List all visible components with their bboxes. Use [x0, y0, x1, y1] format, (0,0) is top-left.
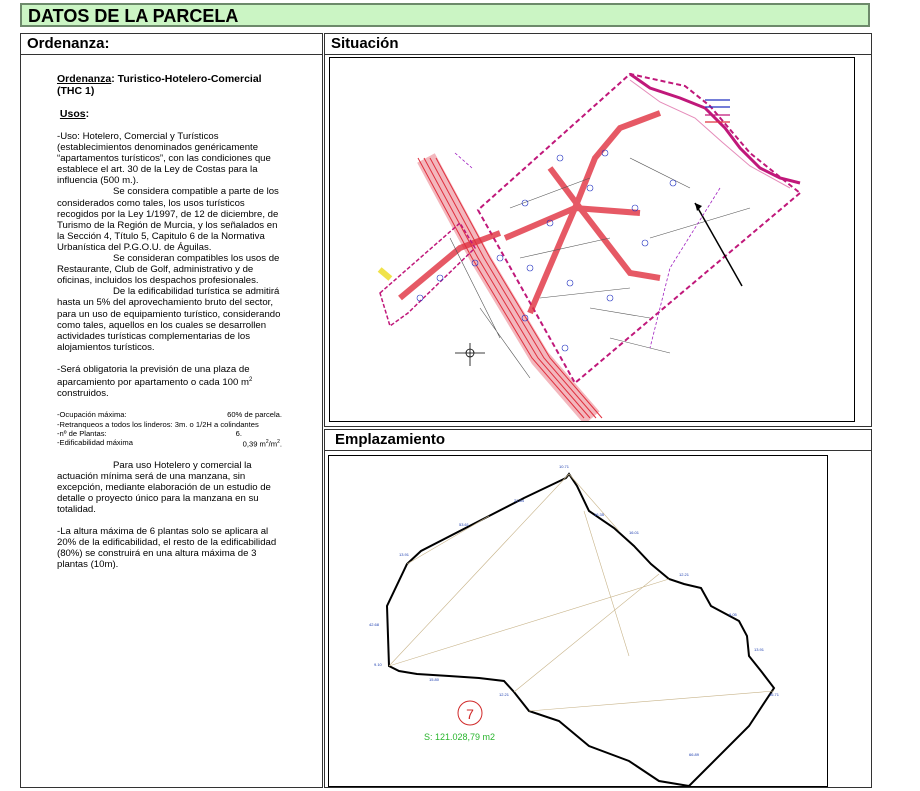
- compatibles-paragraph: Se consideran compatibles los usos de Restaurante, Club de Golf, administrativo y de oficinas, incluidos los despachos profesionales.: [57, 253, 280, 287]
- emplazamiento-map: [328, 455, 828, 787]
- svg-text:12.21: 12.21: [679, 572, 690, 577]
- situacion-plan-drawing: [330, 58, 854, 421]
- edificabilidad-value: [243, 438, 282, 449]
- aparcamiento-text: -Será obligatoria la previsión de una plaza de aparcamiento por apartamento o cada 100 m: [57, 363, 250, 389]
- svg-text:66.89: 66.89: [689, 752, 700, 757]
- surface-label: S: 121.028,79 m2: [424, 732, 496, 742]
- svg-text:8.05: 8.05: [729, 612, 737, 617]
- edificabilidad-label: -Edificabilidad máxima: [57, 437, 133, 447]
- edif-num: 0,39 m: [242, 439, 266, 449]
- svg-text:13.91: 13.91: [399, 552, 410, 557]
- usos-colon: :: [85, 108, 90, 120]
- svg-text:16.71: 16.71: [769, 692, 780, 697]
- compass-symbol: [455, 343, 485, 366]
- edif-sup1: 2: [265, 438, 269, 445]
- edificabilidad-paragraph: De la edificabilidad turística se admitirá hasta un 5% del aprovechamiento bruto del sector, para un uso de equipamiento turístico, considerando como tales, aquellos en los cuales se desarrollen actividades turísticas complementarias de los alojamientos turísticos.: [57, 286, 281, 353]
- header-bar: [20, 3, 870, 27]
- edif-end: .: [279, 439, 282, 449]
- ordenanza-value: : Turistico-Hotelero-Comercial (THC 1): [57, 73, 262, 97]
- emplazamiento-title: Emplazamiento: [335, 431, 446, 448]
- svg-text:16.35: 16.35: [594, 512, 605, 517]
- usos-label: Usos: [59, 108, 86, 120]
- svg-text:15.80: 15.80: [429, 677, 440, 682]
- coastline: [630, 74, 800, 183]
- ordenanza-name: [57, 73, 282, 97]
- usos-title: [57, 108, 282, 120]
- parcel-number: 7: [466, 706, 474, 722]
- svg-text:9.10: 9.10: [374, 662, 382, 667]
- page-title: DATOS DE LA PARCELA: [28, 6, 239, 26]
- retranqueos-text: -Retranqueos a todos los linderos: 3m. o 1/2H a colindantes: [57, 419, 259, 429]
- svg-text:21.64: 21.64: [514, 498, 525, 503]
- ordenanza-header: [20, 33, 323, 55]
- aparcamiento-paragraph: [57, 364, 282, 399]
- hotelero-paragraph: Para uso Hotelero y comercial la actuación mínima será de una manzana, sin excepción, mediante elaboración de un estudio de detalle o proyecto único para la manzana en su totalidad.: [57, 459, 271, 516]
- svg-text:10.71: 10.71: [559, 464, 570, 469]
- aparcamiento-sup: 2: [249, 376, 253, 383]
- svg-text:16.01: 16.01: [629, 530, 640, 535]
- uso-paragraph: -Uso: Hotelero, Comercial y Turísticos (establecimientos denominados genéricamente “apartamentos turísticos”, con las condiciones que establece el art. 30 de la Ley de Costas para la influencia (500 m.).: [57, 131, 271, 187]
- emplazamiento-header: [324, 429, 872, 451]
- ocupacion-value: 60% de parcela.: [227, 410, 282, 420]
- parameters-block: [57, 410, 282, 448]
- svg-text:42.68: 42.68: [369, 622, 380, 627]
- edif-mid: /m: [268, 439, 278, 449]
- plantas-value: 6.: [235, 428, 242, 438]
- svg-text:53.61: 53.61: [459, 522, 470, 527]
- plantas-label: -nº de Plantas:: [57, 428, 107, 438]
- ordenanza-text: [57, 73, 282, 571]
- ordenanza-label: Ordenanza: [57, 73, 112, 85]
- compatible-paragraph: Se considera compatible a parte de los considerados como tales, los usos turísticos recogidos por la Ley 1/1997, de 12 de diciembre, de Turismo de la Región de Murcia, y los señalados en la Sección 4, Título 5, Capitulo 6 de la Normativa Urbanística del P.G.O.U. de Águilas.: [57, 186, 279, 253]
- ocupacion-label: -Ocupación máxima:: [57, 410, 127, 420]
- north-arrow-line: [695, 203, 742, 286]
- edif-sup2: 2: [277, 438, 280, 445]
- situacion-header: [324, 33, 872, 55]
- internal-roads: [400, 113, 660, 313]
- ordenanza-section-title: Ordenanza:: [27, 35, 110, 52]
- svg-text:12.21: 12.21: [499, 692, 510, 697]
- emplazamiento-plot-drawing: [329, 456, 827, 786]
- situacion-title: Situación: [331, 35, 399, 52]
- altura-paragraph: -La altura máxima de 6 plantas solo se aplicara al 20% de la edificabilidad, el resto de la edificabilidad (80%) se construirá en una altura máxima de 3 plantas (10m).: [57, 526, 277, 571]
- svg-text:13.91: 13.91: [754, 647, 765, 652]
- situacion-map: [329, 57, 855, 422]
- aparcamiento-end: construidos.: [57, 388, 109, 400]
